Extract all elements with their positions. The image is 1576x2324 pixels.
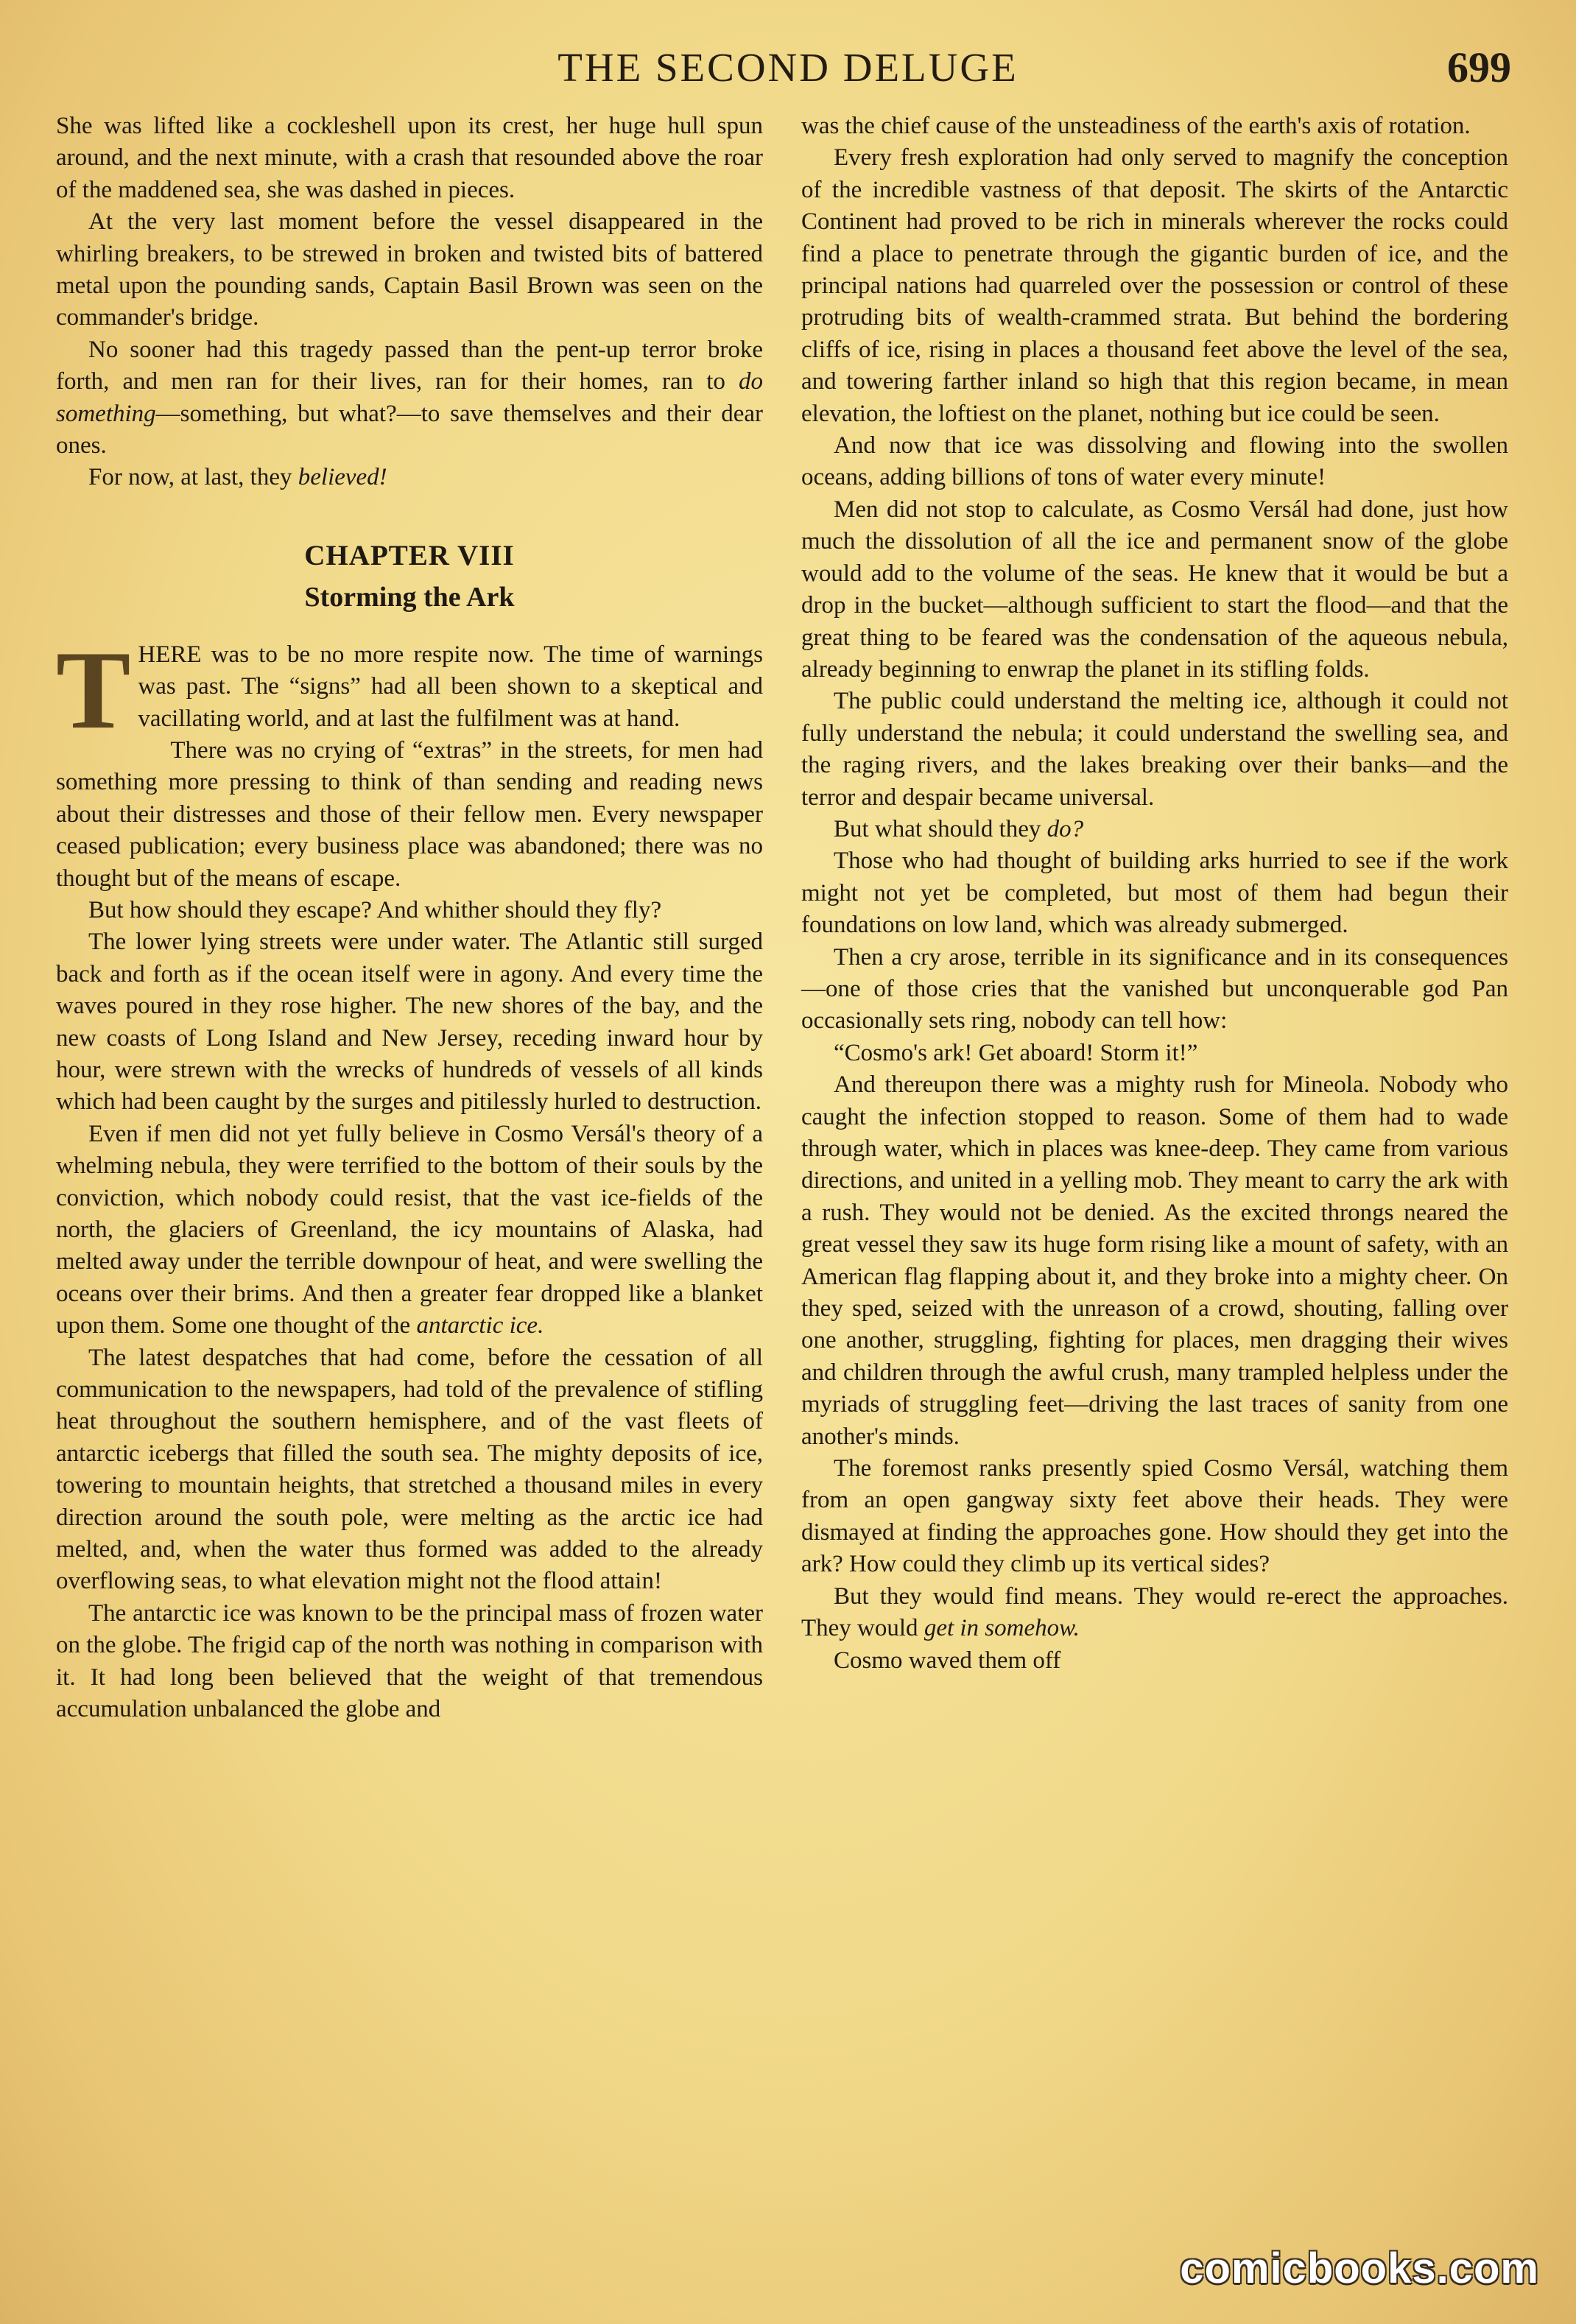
- paragraph: [801, 814, 1508, 845]
- italic-text: believed!: [298, 464, 387, 491]
- paragraph: The antarctic ice was known to be the principal mass of frozen water on the globe. The frigid cap of the north was nothing in comparison with it. It had long been believed that the weight of that tremendous accumulation unbalanced the globe and: [56, 1599, 763, 1723]
- text-run: For now, at last, they: [88, 464, 298, 491]
- chapter-subtitle: Storming the Ark: [304, 582, 515, 613]
- text-run: —something, but what?—to save themselves and their dear ones.: [56, 400, 763, 459]
- paragraph: Then a cry arose, terrible in its significance and in its consequences—one of those cries that the vanished but unconquerable god Pan occasionally sets ring, nobody can tell how:: [801, 943, 1508, 1035]
- paragraph: “Cosmo's ark! Get aboard! Storm it!”: [834, 1039, 1198, 1066]
- paragraph-dropcap: [56, 627, 763, 752]
- site-watermark: comicbooks.com: [1180, 2244, 1539, 2292]
- paragraph: And thereupon there was a mighty rush for Mineola. Nobody who caught the infection stopped to reason. Some of them had to wade through water, which in places was knee-deep. They came from various directions, and united in a yelling mob. They meant to carry the ark with a rush. They would not be denied. As the excited throngs neared the great vessel they saw its huge form rising like a mount of safety, with an American flag flapping about it, and they broke into a mighty cheer. On they sped, seized with the unreason of a crowd, shouting, falling over one another, struggling, fighting for places, men dragging their wives and children through the awful crush, many trampled helpless under the myriads of struggling feet—driving the last traces of sanity from one another's minds.: [801, 1071, 1508, 1450]
- paragraph: Men did not stop to calculate, as Cosmo Versál had done, just how much the dissolution of all the ice and permanent snow of the globe would add to the volume of the seas. He knew that it would be but a drop in the bucket—although sufficient to start the flood—and that the great thing to be feared was the condensation of the aqueous nebula, already beginning to enwrap the planet in its stifling folds.: [801, 496, 1508, 683]
- italic-text: antarctic ice.: [416, 1312, 544, 1339]
- paragraph: At the very last moment before the vessel disappeared in the whirling breakers, to be strewed in broken and twisted bits of battered metal upon the pounding sands, Captain Basil Brown was seen on the commander's bridge.: [56, 208, 763, 331]
- italic-text: do something: [56, 368, 763, 427]
- chapter-heading: CHAPTER VIII: [304, 539, 515, 571]
- running-header: [56, 35, 1520, 102]
- text-run: But they would find means. They would re-erect the approaches. They would: [801, 1582, 1508, 1642]
- paragraph: The public could understand the melting ice, although it could not fully understand the nebula; it could understand the swelling sea, and the raging rivers, and the lakes breaking over their banks—and the terror and despair became universal.: [801, 688, 1508, 811]
- paragraph: There was no crying of “extras” in the streets, for men had something more pressing to think of than sending and reading news about their distresses and those of their fellow men. Every newspaper ceased publication; every business place was abandoned; there was no thought but of the means of escape.: [56, 736, 763, 892]
- running-title: THE SECOND DELUGE: [557, 45, 1019, 90]
- text-run: HERE was to be no more respite now. The time of warnings was past. The “signs” had all been shown to a skeptical and vacillating world, and at last the fulfilment was at hand.: [138, 641, 763, 732]
- drop-cap: T: [56, 627, 131, 752]
- italic-text: do?: [1046, 815, 1084, 842]
- italic-text: get in somehow.: [924, 1615, 1080, 1642]
- text-run: No sooner had this tragedy passed than the pent-up terror broke forth, and men ran for their lives, ran for their homes, ran to: [56, 336, 763, 395]
- text-run: But what should they: [834, 815, 1047, 842]
- text-run: Even if men did not yet fully believe in Cosmo Versál's theory of a whelming nebula, they were terrified to the bottom of their souls by the conviction, which nobody could resist, that the vast ice-fields of the north, the glaciers of Greenland, the icy mountains of Alaska, had melted away under the terrible downpour of heat, and were swelling the oceans over their brims. And then a greater fear dropped like a blanket upon them. Some one thought of the: [56, 1120, 763, 1339]
- left-column: [56, 110, 763, 1726]
- paragraph: The latest despatches that had come, before the cessation of all communication to the newspapers, had told of the prevalence of stifling heat throughout the southern hemisphere, and of the vast fleets of antarctic icebergs that filled the south sea. The mighty deposits of ice, towering to mountain heights, that stretched a thousand miles in every direction around the south pole, were melting as the arctic ice had melted, and, when the water thus formed was added to the already overflowing seas, to what elevation might not the flood attain!: [56, 1344, 763, 1595]
- paragraph: was the chief cause of the unsteadiness of the earth's axis of rotation.: [801, 113, 1471, 139]
- paragraph: [56, 462, 763, 493]
- paragraph: But how should they escape? And whither should they fly?: [88, 896, 662, 923]
- page-number: 699: [1447, 43, 1511, 91]
- paragraph: [801, 1581, 1508, 1645]
- paragraph: And now that ice was dissolving and flowing into the swollen oceans, adding billions of tons of water every minute!: [801, 432, 1508, 491]
- paragraph: The lower lying streets were under water. The Atlantic still surged back and forth as if the ocean itself were in agony. And every time the waves poured in they rose higher. The new shores of the bay, and the new coasts of Long Island and New Jersey, receding inward hour by hour, were strewn with the wrecks of hundreds of vessels of all kinds which had been caught by the surges and pitilessly hurled to destruction.: [56, 929, 763, 1116]
- paragraph: Every fresh exploration had only served to magnify the conception of the incredible vastness of that deposit. The skirts of the Antarctic Continent had proved to be rich in minerals wherever the rocks could find a place to penetrate through the gigantic burden of ice, and the principal nations had quarreled over the possession or control of these protruding bits of wealth-crammed strata. But behind the bordering cliffs of ice, rising in places a thousand feet above the level of the sea, and towering farther inland so high that this region became, in mean elevation, the loftiest on the planet, nothing but ice could be seen.: [801, 144, 1508, 427]
- paragraph: The foremost ranks presently spied Cosmo Versál, watching them from an open gangway sixty feet above their heads. They were dismayed at finding the approaches gone. How should they get into the ark? How could they climb up its vertical sides?: [801, 1455, 1508, 1578]
- paragraph: She was lifted like a cockleshell upon its crest, her huge hull spun around, and the next minute, with a crash that resounded above the roar of the maddened sea, she was dashed in pieces.: [56, 113, 763, 203]
- paragraph: Those who had thought of building arks hurried to see if the work might not yet be completed, but most of them had begun their foundations on low land, which was already submerged.: [801, 848, 1508, 939]
- paragraph: [56, 334, 763, 462]
- right-column: [801, 110, 1508, 1677]
- paragraph: Cosmo waved them off: [834, 1647, 1061, 1674]
- paragraph: [56, 1119, 763, 1342]
